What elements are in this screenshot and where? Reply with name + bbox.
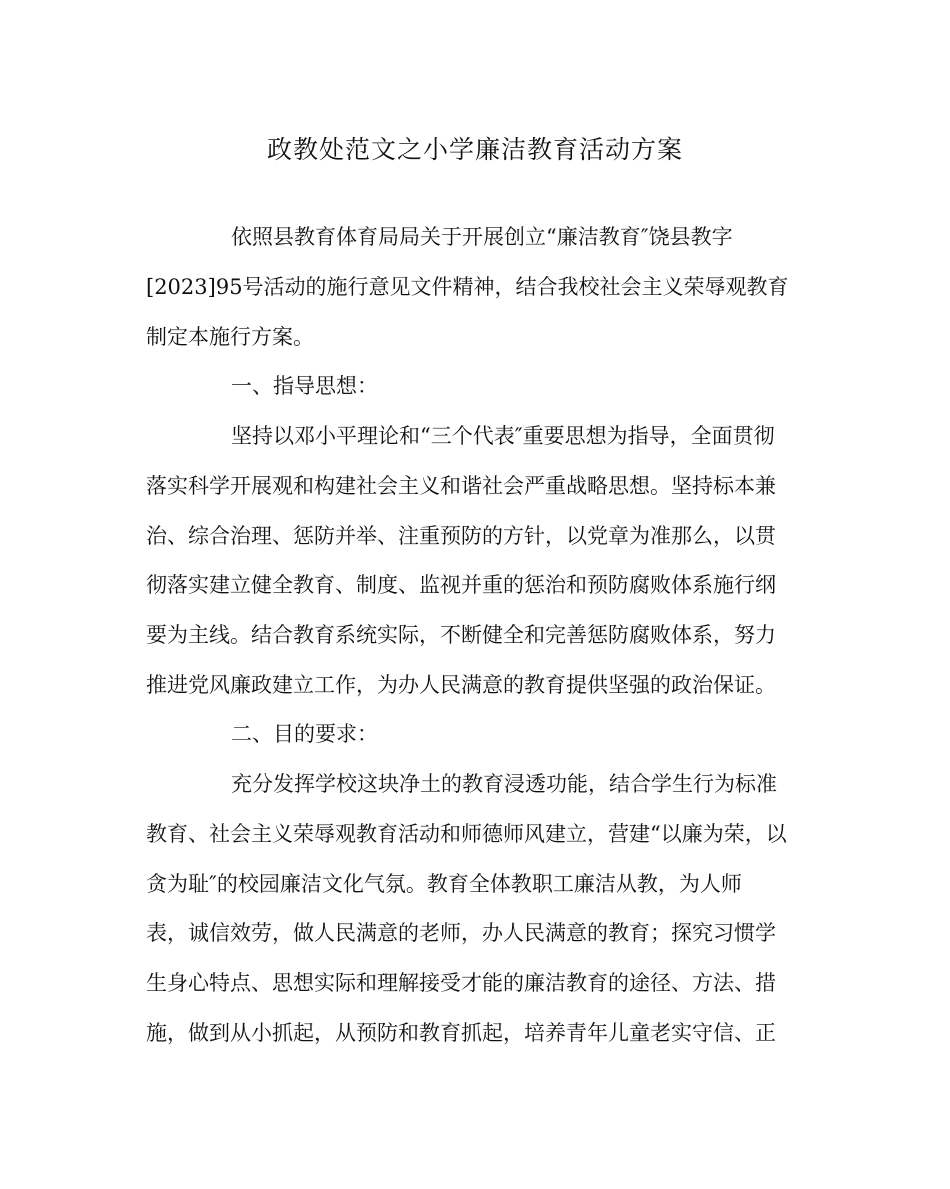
paragraph-line: 依照县教育体育局局关于开展创立“廉洁教育″饶县教字 [231,225,733,249]
paragraph-line: 充分发挥学校这块净土的教育浸透功能，结合学生行为标准 [231,772,777,796]
paragraph-line: 彻落实建立健全教育、制度、监视并重的惩治和预防腐败体系施行纲 [146,573,776,597]
paragraph-line: 推进党风廉政建立工作，为办人民满意的教育提供坚强的政治保证。 [146,673,776,697]
paragraph-line: 治、综合治理、惩防并举、注重预防的方针，以党章为准那么，以贯 [146,524,776,548]
section-heading: 二、目的要求： [231,722,378,746]
paragraph-line: 落实科学开展观和构建社会主义和谐社会严重战略思想。坚持标本兼 [146,474,776,498]
page-title: 政教处范文之小学廉洁教育活动方案 [266,135,683,164]
paragraph-line: 坚持以邓小平理论和“三个代表″重要思想为指导，全面贯彻 [231,424,775,448]
paragraph-line: [2023]95号活动的施行意见文件精神，结合我校社会主义荣辱观教育 [146,275,789,299]
paragraph-line: 贪为耻″的校园廉洁文化气氛。教育全体教职工廉洁从教，为人师 [146,872,742,896]
paragraph-line: 生身心特点、思想实际和理解接受才能的廉洁教育的途径、方法、措 [146,971,776,995]
paragraph-line: 教育、社会主义荣辱观教育活动和师德师风建立，营建“以廉为荣，以 [146,822,787,846]
paragraph-line: 施，做到从小抓起，从预防和教育抓起，培养青年儿童老实守信、正 [146,1021,776,1045]
paragraph-line: 要为主线。结合教育系统实际，不断健全和完善惩防腐败体系，努力 [146,623,776,647]
paragraph-line: 制定本施行方案。 [146,325,314,349]
paragraph-line: 表，诚信效劳，做人民满意的老师，办人民满意的教育；探究习惯学 [146,921,776,945]
section-heading: 一、指导思想： [231,374,378,398]
